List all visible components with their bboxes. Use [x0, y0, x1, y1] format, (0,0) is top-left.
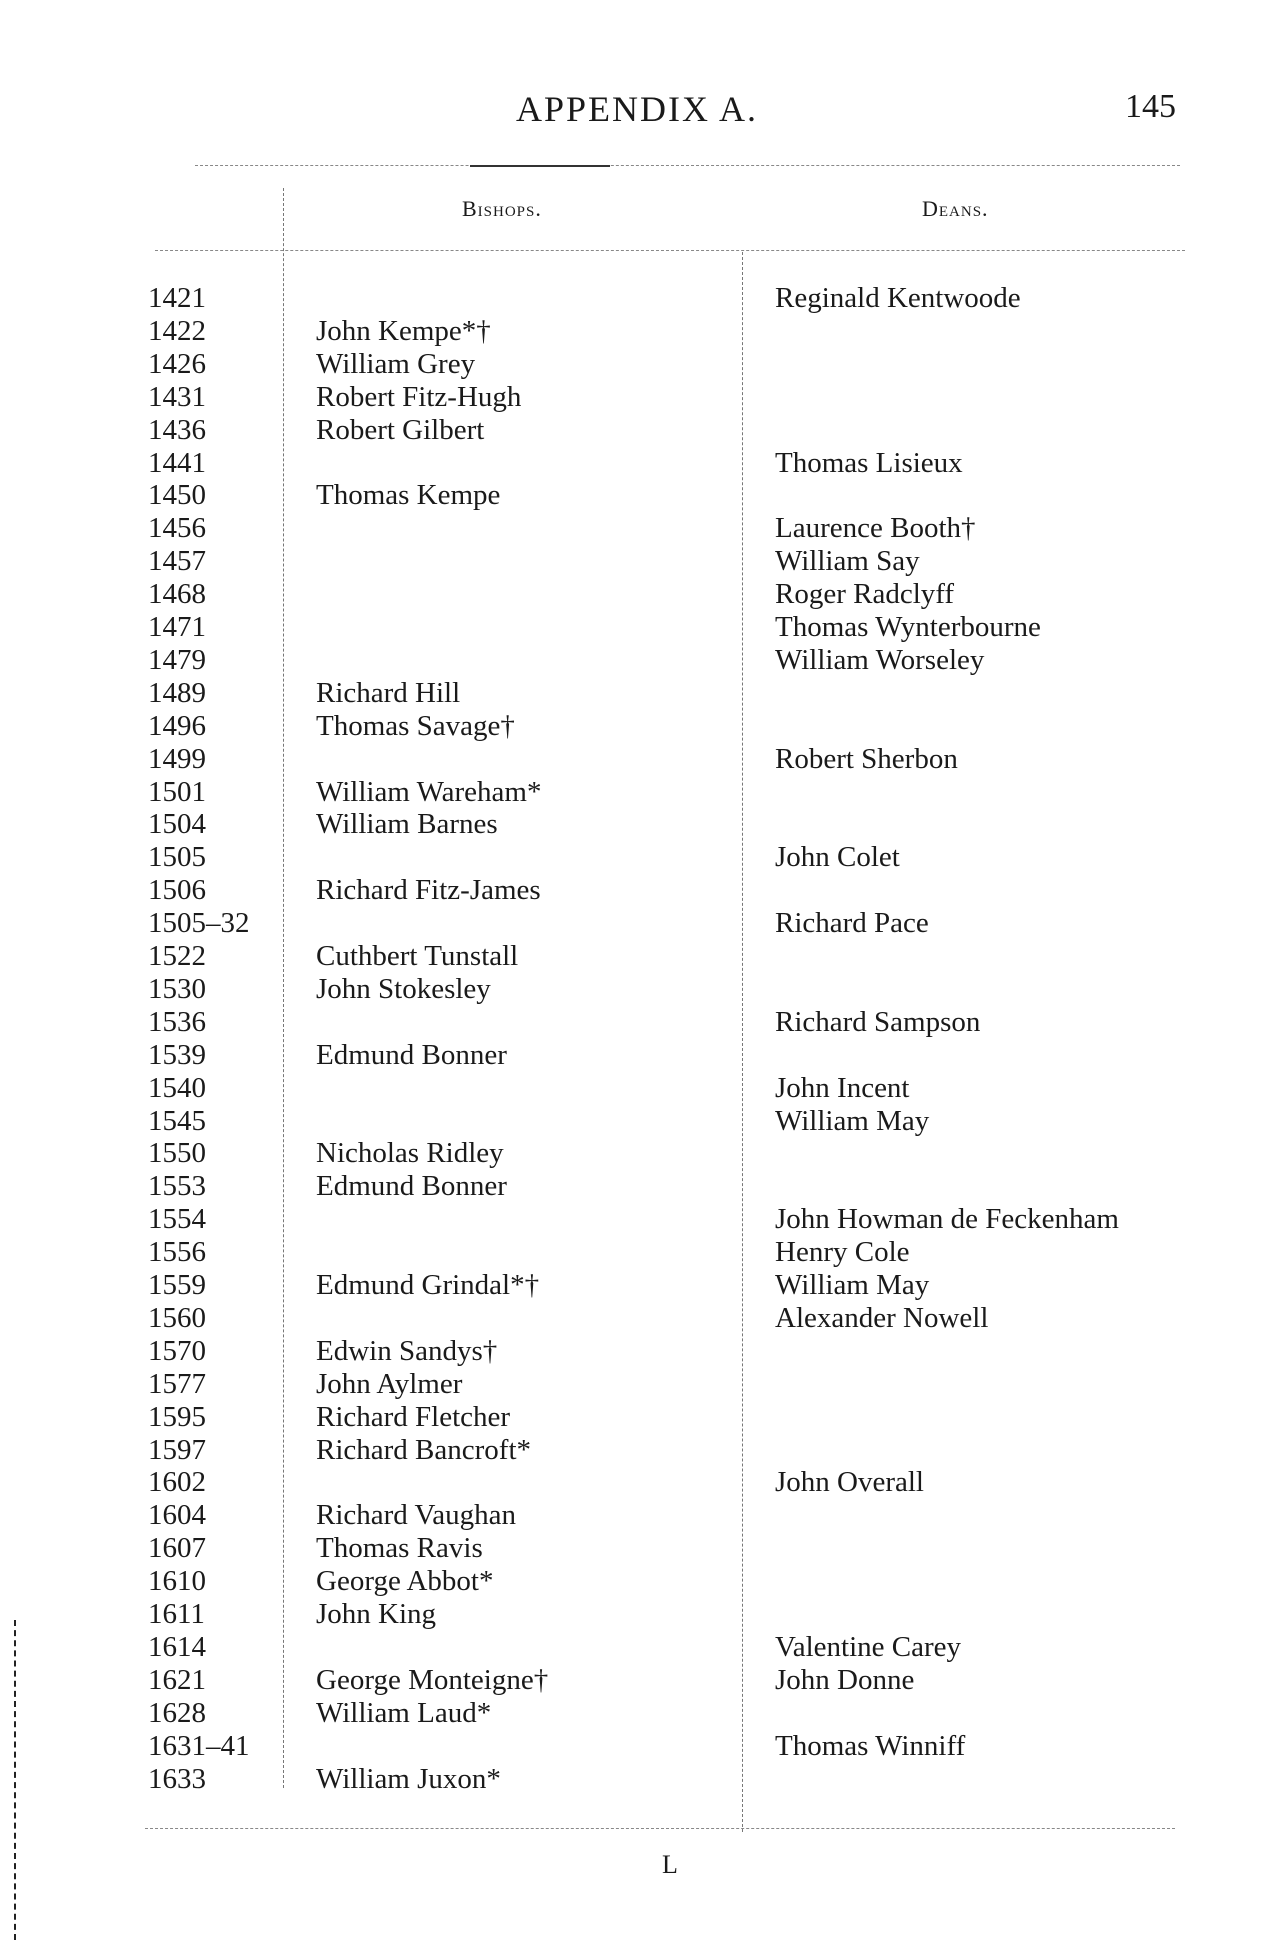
signature-mark: L — [662, 1850, 678, 1879]
page-number: 145 — [1125, 88, 1176, 125]
table-row — [0, 644, 1274, 677]
bishop-cell: Nicholas Ridley — [316, 1137, 504, 1169]
bishop-cell: Richard Fletcher — [316, 1401, 511, 1433]
dean-cell: Reginald Kentwoode — [775, 282, 1021, 314]
table-row — [0, 677, 1274, 710]
year-cell: 1436 — [148, 414, 206, 446]
year-cell: 1479 — [148, 644, 206, 676]
table-row — [0, 1170, 1274, 1203]
year-cell: 1540 — [148, 1072, 206, 1104]
bishop-cell: Richard Vaughan — [316, 1499, 516, 1531]
year-cell: 1621 — [148, 1664, 206, 1696]
header-rule — [155, 250, 1185, 251]
table-row — [0, 1631, 1274, 1664]
bishop-cell: Edmund Bonner — [316, 1170, 507, 1202]
bishop-cell: George Abbot* — [316, 1565, 494, 1597]
table-row — [0, 841, 1274, 874]
dean-cell: William May — [775, 1105, 930, 1137]
year-cell: 1456 — [148, 512, 206, 544]
year-cell: 1611 — [148, 1598, 205, 1630]
table-row — [0, 578, 1274, 611]
year-cell: 1545 — [148, 1105, 206, 1137]
year-cell: 1628 — [148, 1697, 206, 1729]
bishop-cell: William Wareham* — [316, 776, 542, 808]
bishop-cell: Robert Fitz-Hugh — [316, 381, 522, 413]
year-cell: 1506 — [148, 874, 206, 906]
year-cell: 1554 — [148, 1203, 206, 1235]
bishop-cell: Edmund Grindal*† — [316, 1269, 540, 1301]
table-row — [0, 710, 1274, 743]
bishop-cell: William Laud* — [316, 1697, 492, 1729]
table-row — [0, 973, 1274, 1006]
bottom-rule — [145, 1828, 1175, 1829]
year-cell: 1610 — [148, 1565, 206, 1597]
table-row — [0, 512, 1274, 545]
table-row — [0, 1137, 1274, 1170]
year-cell: 1426 — [148, 348, 206, 380]
table-row — [0, 545, 1274, 578]
bishop-cell: Richard Hill — [316, 677, 461, 709]
table-row — [0, 1466, 1274, 1499]
dean-cell: John Incent — [775, 1072, 910, 1104]
table-row — [0, 1072, 1274, 1105]
dean-cell: Richard Pace — [775, 907, 929, 939]
bishop-cell: Richard Fitz-James — [316, 874, 541, 906]
bishop-cell: Thomas Savage† — [316, 710, 515, 742]
dean-cell: Thomas Lisieux — [775, 447, 963, 479]
dean-cell: Roger Radclyff — [775, 578, 955, 610]
dean-cell: William Say — [775, 545, 920, 577]
bishops-column-header: Bishops. — [462, 196, 542, 221]
year-cell: 1602 — [148, 1466, 206, 1498]
table-row — [0, 1006, 1274, 1039]
table-row — [0, 315, 1274, 348]
year-cell: 1550 — [148, 1137, 206, 1169]
page-title: APPENDIX A. — [515, 89, 759, 129]
table-row — [0, 447, 1274, 480]
table-row — [0, 1335, 1274, 1368]
year-cell: 1536 — [148, 1006, 206, 1038]
dean-cell: Richard Sampson — [775, 1006, 981, 1038]
year-cell: 1471 — [148, 611, 206, 643]
dean-cell: Valentine Carey — [775, 1631, 962, 1663]
year-cell: 1501 — [148, 776, 206, 808]
year-cell: 1450 — [148, 479, 206, 511]
table-row — [0, 1664, 1274, 1697]
year-cell: 1422 — [148, 315, 206, 347]
table-row — [0, 1236, 1274, 1269]
table-row — [0, 1730, 1274, 1763]
year-cell: 1468 — [148, 578, 206, 610]
year-cell: 1457 — [148, 545, 206, 577]
table-row — [0, 282, 1274, 315]
dean-cell: John Donne — [775, 1664, 915, 1696]
dean-cell: John Overall — [775, 1466, 924, 1498]
bishop-cell: John Stokesley — [316, 973, 491, 1005]
year-cell: 1559 — [148, 1269, 206, 1301]
bishop-cell: William Juxon* — [316, 1763, 501, 1795]
year-cell: 1560 — [148, 1302, 206, 1334]
table-row — [0, 874, 1274, 907]
year-cell: 1597 — [148, 1434, 206, 1466]
year-cell: 1504 — [148, 808, 206, 840]
table-row — [0, 1203, 1274, 1236]
dean-cell: John Colet — [775, 841, 900, 873]
table-row — [0, 907, 1274, 940]
year-cell: 1530 — [148, 973, 206, 1005]
table-row — [0, 1697, 1274, 1730]
bishop-cell: William Barnes — [316, 808, 498, 840]
deans-column-header: Deans. — [922, 196, 989, 221]
table-row — [0, 743, 1274, 776]
year-cell: 1431 — [148, 381, 206, 413]
dean-cell: Thomas Wynterbourne — [775, 611, 1041, 643]
year-cell: 1496 — [148, 710, 206, 742]
top-rule — [195, 165, 1180, 166]
year-cell: 1577 — [148, 1368, 206, 1400]
bishop-cell: Richard Bancroft* — [316, 1434, 532, 1466]
table-row — [0, 1302, 1274, 1335]
year-cell: 1421 — [148, 282, 206, 314]
table-row — [0, 479, 1274, 512]
table-row — [0, 808, 1274, 841]
year-cell: 1607 — [148, 1532, 206, 1564]
table-row — [0, 940, 1274, 973]
table-row — [0, 1269, 1274, 1302]
table-row — [0, 1368, 1274, 1401]
bishop-cell: John Kempe*† — [316, 315, 491, 347]
table-row — [0, 611, 1274, 644]
table-row — [0, 1434, 1274, 1467]
year-cell: 1556 — [148, 1236, 206, 1268]
table-row — [0, 1499, 1274, 1532]
year-cell: 1553 — [148, 1170, 206, 1202]
bishop-cell: Edwin Sandys† — [316, 1335, 498, 1367]
bishop-cell: Cuthbert Tunstall — [316, 940, 519, 972]
table-row — [0, 381, 1274, 414]
year-cell: 1489 — [148, 677, 206, 709]
table-row — [0, 1598, 1274, 1631]
dean-cell: William Worseley — [775, 644, 985, 676]
table-row — [0, 1401, 1274, 1434]
year-cell: 1631–41 — [148, 1730, 250, 1762]
dean-cell: William May — [775, 1269, 930, 1301]
dean-cell: John Howman de Feckenham — [775, 1203, 1119, 1235]
bishop-cell: John King — [316, 1598, 437, 1630]
bishop-cell: Edmund Bonner — [316, 1039, 507, 1071]
bishop-cell: Robert Gilbert — [316, 414, 485, 446]
year-cell: 1570 — [148, 1335, 206, 1367]
year-cell: 1539 — [148, 1039, 206, 1071]
year-cell: 1441 — [148, 447, 206, 479]
year-cell: 1505–32 — [148, 907, 250, 939]
top-rule-center — [470, 165, 610, 167]
year-cell: 1614 — [148, 1631, 206, 1663]
dean-cell: Alexander Nowell — [775, 1302, 989, 1334]
year-cell: 1505 — [148, 841, 206, 873]
table-row — [0, 414, 1274, 447]
table-row — [0, 1763, 1274, 1796]
year-cell: 1522 — [148, 940, 206, 972]
dean-cell: Robert Sherbon — [775, 743, 958, 775]
table-row — [0, 1039, 1274, 1072]
bishop-cell: Thomas Kempe — [316, 479, 501, 511]
table-row — [0, 1105, 1274, 1138]
dean-cell: Thomas Winniff — [775, 1730, 966, 1762]
year-cell: 1604 — [148, 1499, 206, 1531]
dean-cell: Henry Cole — [775, 1236, 910, 1268]
year-cell: 1633 — [148, 1763, 206, 1795]
margin-binding-line — [14, 1620, 16, 1940]
bishop-cell: Thomas Ravis — [316, 1532, 483, 1564]
table-row — [0, 776, 1274, 809]
table-row — [0, 348, 1274, 381]
dean-cell: Laurence Booth† — [775, 512, 976, 544]
year-cell: 1499 — [148, 743, 206, 775]
bishop-cell: William Grey — [316, 348, 476, 380]
bishop-cell: John Aylmer — [316, 1368, 463, 1400]
table-row — [0, 1565, 1274, 1598]
table-row — [0, 1532, 1274, 1565]
year-cell: 1595 — [148, 1401, 206, 1433]
bishop-cell: George Monteigne† — [316, 1664, 549, 1696]
